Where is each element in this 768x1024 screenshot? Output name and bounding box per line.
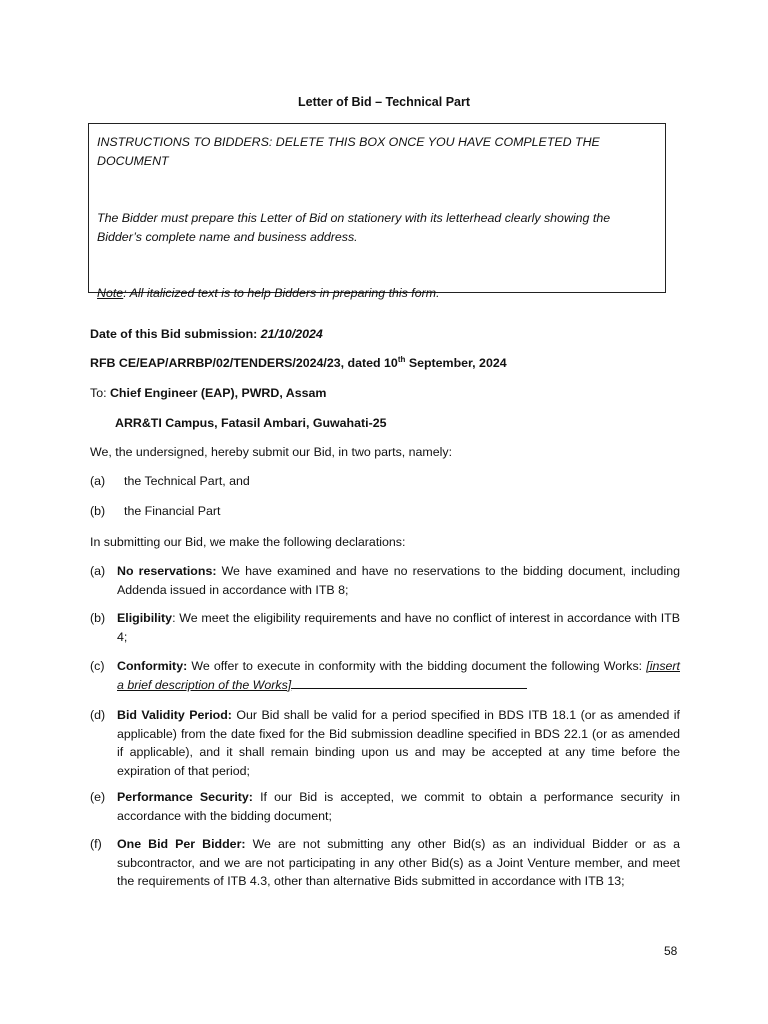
bid-date-line <box>90 325 680 344</box>
rfb-date-suffix: th <box>397 354 406 364</box>
declaration-label: (d) <box>90 708 106 722</box>
declaration-body <box>117 609 680 646</box>
page-title: Letter of Bid – Technical Part <box>297 95 471 109</box>
declaration-text: If our Bid is accepted, we commit to obtain a performance security in accordance with the bidding document; <box>117 790 680 823</box>
declaration-label: (a) <box>90 564 106 578</box>
instructions-body: The Bidder must prepare this Letter of Bid on stationery with its letterhead clearly showing the Bidder’s complete name and business address. <box>97 211 611 244</box>
bid-part-text: the Technical Part, and <box>124 474 250 488</box>
declaration-body <box>117 706 680 780</box>
page-number: 58 <box>664 944 678 958</box>
declaration-heading: Eligibility <box>117 611 173 625</box>
declaration-item <box>90 706 680 780</box>
declaration-heading: No reservations: <box>117 564 217 578</box>
addressee-label: To: <box>90 386 110 400</box>
declaration-item <box>90 562 680 599</box>
works-description-blank <box>291 676 527 689</box>
declaration-label: (c) <box>90 659 105 673</box>
note-text: : All italicized text is to help Bidders in preparing this form. <box>123 286 440 300</box>
note-label: Note <box>97 286 124 300</box>
instructions-note <box>97 284 657 303</box>
addressee-address: ARR&TI Campus, Fatasil Ambari, Guwahati-25 <box>115 416 387 430</box>
declaration-text: Our Bid shall be valid for a period specified in BDS ITB 18.1 (or as amended if applicable) from the date fixed for the Bid submission deadline specified in BDS 22.1 (or as amended if applicable), and it shall remain binding upon us and may be accepted at any time before the expiration of that period; <box>117 708 680 778</box>
declaration-text: We are not submitting any other Bid(s) as an individual Bidder or as a subcontractor, and we are not participating in any other Bid(s) as a Joint Venture member, and meet the requirements of ITB 4.3, other than alternative Bids submitted in accordance with ITB 13; <box>117 837 680 888</box>
declaration-item <box>90 788 680 825</box>
addressee-line <box>90 384 680 403</box>
declaration-heading: One Bid Per Bidder: <box>117 837 246 851</box>
declarations-intro: In submitting our Bid, we make the following declarations: <box>90 535 406 549</box>
declaration-heading: Performance Security: <box>117 790 253 804</box>
rfb-reference-line <box>90 354 680 373</box>
rfb-reference: RFB CE/EAP/ARRBP/02/TENDERS/2024/23, dated 10 <box>90 356 398 370</box>
declaration-item <box>90 835 680 891</box>
declaration-text: We have examined and have no reservations to the bidding document, including Addenda issued in accordance with ITB 8; <box>117 564 680 597</box>
declaration-label: (f) <box>90 837 102 851</box>
bid-date-label: Date of this Bid submission <box>90 327 254 341</box>
declaration-heading: Bid Validity Period: <box>117 708 232 722</box>
bid-part-label: (b) <box>90 504 106 518</box>
rfb-date-month: September, 2024 <box>405 356 507 370</box>
declaration-body <box>117 788 680 825</box>
declaration-item <box>90 609 680 646</box>
declaration-label: (e) <box>90 790 106 804</box>
declaration-label: (b) <box>90 611 106 625</box>
bid-date-separator: : <box>253 327 261 341</box>
bid-intro: We, the undersigned, hereby submit our Bid, in two parts, namely: <box>90 445 453 459</box>
instructions-box <box>88 123 666 300</box>
instructions-heading: INSTRUCTIONS TO BIDDERS: DELETE THIS BOX ONCE YOU HAVE COMPLETED THE DOCUMENT <box>97 135 600 168</box>
declaration-body <box>117 562 680 599</box>
works-description-placeholder: [insert a brief description of the Works] <box>117 659 680 692</box>
declaration-heading: Conformity: <box>117 659 188 673</box>
bid-part-label: (a) <box>90 474 106 488</box>
bid-part-text: the Financial Part <box>124 504 221 518</box>
declaration-text: We offer to execute in conformity with the bidding document the following Works: <box>187 659 647 673</box>
declaration-item <box>90 657 680 694</box>
declaration-body <box>117 835 680 891</box>
declaration-body <box>117 657 680 694</box>
declaration-text: : We meet the eligibility requirements and have no conflict of interest in accordance with ITB 4; <box>117 611 680 644</box>
addressee-name: Chief Engineer (EAP), PWRD, Assam <box>109 386 327 400</box>
bid-date-value: 21/10/2024 <box>260 327 323 341</box>
